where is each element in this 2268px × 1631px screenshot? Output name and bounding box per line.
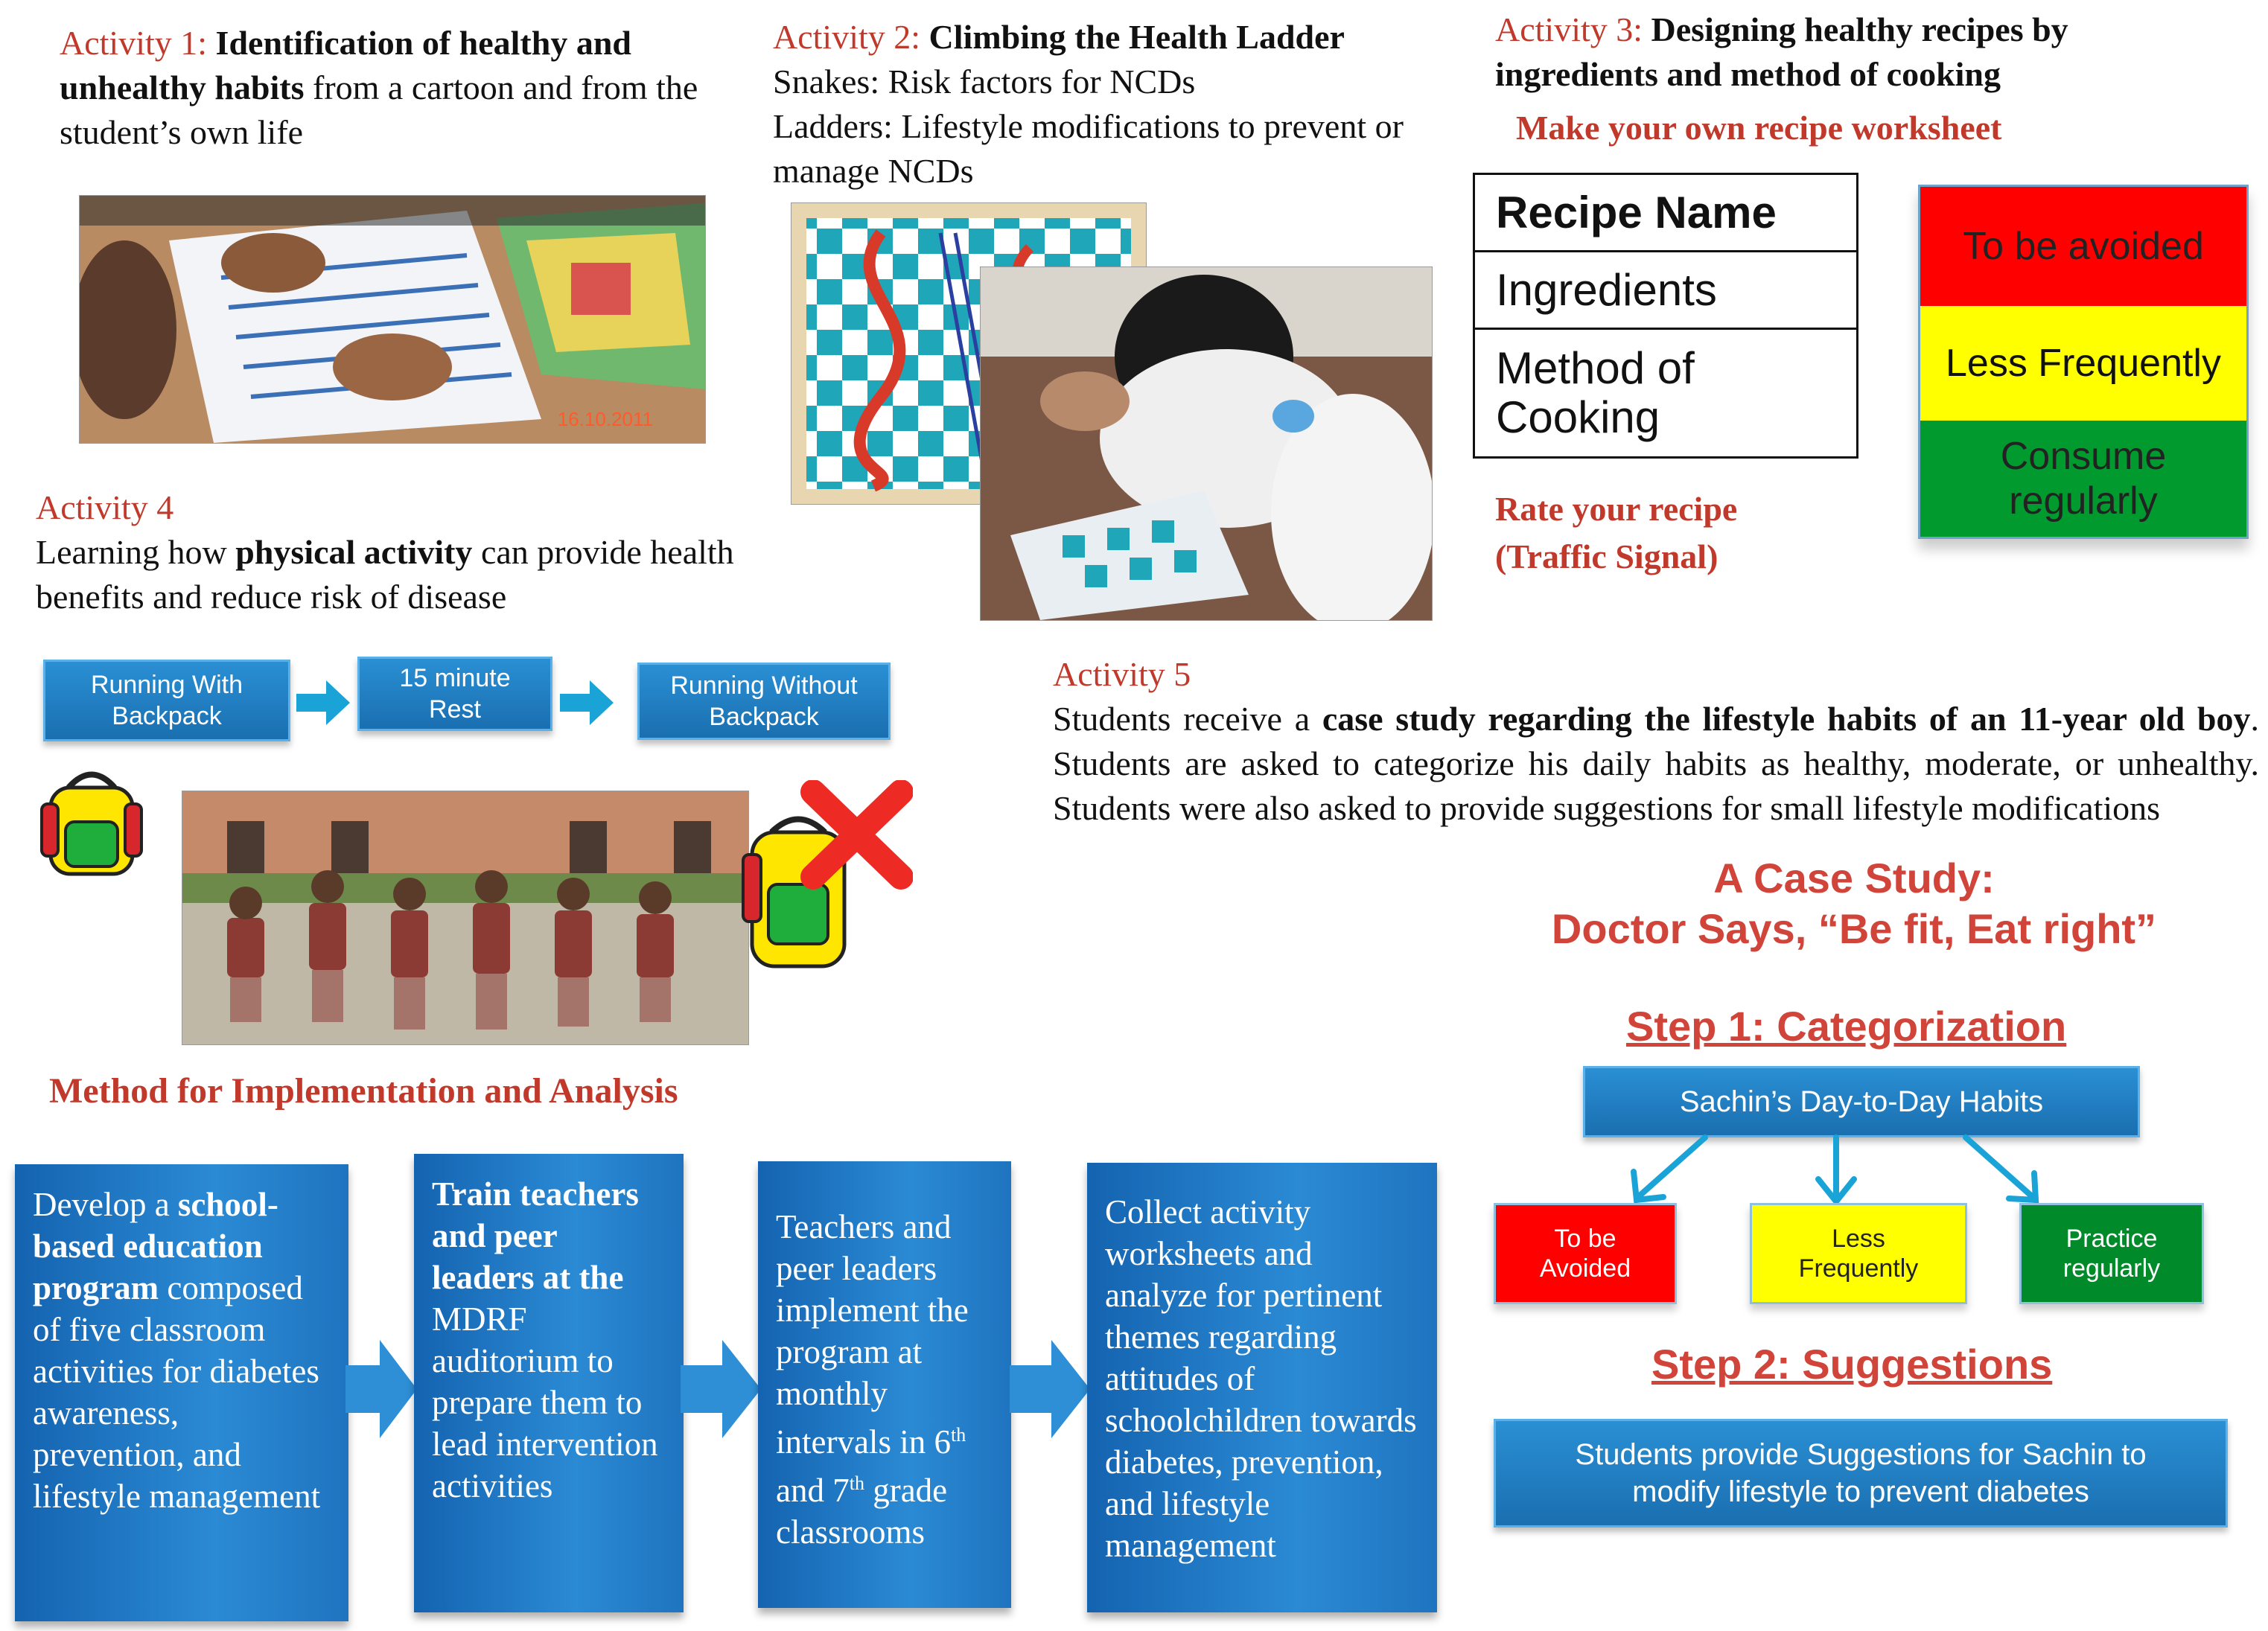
- activity5-bold: case study regarding the lifestyle habits of an 11-year old boy: [1322, 700, 2251, 738]
- rate-line1: Rate your recipe: [1495, 490, 1738, 528]
- case-study-title: [1415, 853, 2268, 954]
- children-playing-photo: [980, 266, 1433, 621]
- flow-box-1: [15, 1164, 348, 1621]
- suggestions-box: Students provide Suggestions for Sachin to modify lifestyle to prevent diabetes: [1494, 1419, 2228, 1528]
- activity1-label: Activity 1:: [60, 24, 208, 62]
- rest-box: 15 minute Rest: [357, 657, 552, 731]
- activity3-label: Activity 3:: [1495, 10, 1643, 48]
- activity2-text: [773, 15, 1443, 194]
- flow-arrow-icon: [681, 1340, 761, 1438]
- flow-box-2-b: MDRF auditorium to prepare them to lead intervention activities: [432, 1300, 658, 1504]
- activity4-label: Activity 4: [36, 488, 174, 526]
- traffic-signal-rating: [1918, 185, 2249, 539]
- activity1-rest: from a cartoon and from the student’s own life: [60, 68, 698, 151]
- flow-box-2-a: Train teachers and peer leaders at the: [432, 1175, 639, 1296]
- step1-heading: Step 1: Categorization: [1626, 1003, 2067, 1050]
- traffic-green-regular: Consume regularly: [1920, 421, 2246, 537]
- sachin-habits-box: Sachin’s Day-to-Day Habits: [1583, 1066, 2140, 1137]
- category-to-be-avoided: To be Avoided: [1494, 1203, 1677, 1304]
- flow-box-3-sup1: th: [950, 1424, 966, 1446]
- flow-box-3: [758, 1161, 1011, 1608]
- method-title: Method for Implementation and Analysis: [49, 1071, 678, 1111]
- arrow-right-icon: [560, 680, 614, 725]
- activity2-ladders: Ladders: Lifestyle modifications to prevent or manage NCDs: [773, 107, 1404, 190]
- arrow-right-icon: [296, 680, 350, 725]
- activity2-label: Activity 2:: [773, 18, 921, 56]
- students-running-photo: [182, 791, 749, 1045]
- activity1-bold: Identification of healthy and unhealthy habits: [60, 24, 631, 106]
- activity5-label: Activity 5: [1053, 655, 1191, 693]
- flow-box-4: [1087, 1163, 1437, 1612]
- traffic-yellow-less: Less Frequently: [1920, 306, 2246, 421]
- flow-box-1-a: Develop a: [33, 1186, 178, 1223]
- photo-date-stamp: 16.10.2011: [557, 408, 653, 430]
- flow-box-2: [414, 1154, 684, 1612]
- backpack-icon: [39, 765, 144, 878]
- running-with-backpack-box: Running With Backpack: [43, 660, 290, 741]
- flow-arrow-icon: [345, 1340, 417, 1438]
- activity4-bold: physical activity: [235, 533, 473, 571]
- rate-line2: (Traffic Signal): [1495, 537, 1718, 575]
- activity5-t3: . Students are asked to categorize his daily habits as healthy, moderate, or unhealthy. Students were also asked to provide suggestions for small lifestyle modifications: [1053, 700, 2259, 827]
- activity4-t1: Learning how: [36, 533, 236, 571]
- students-writing-illustration: [80, 196, 705, 443]
- activity5-text: [1053, 652, 2259, 831]
- flow-arrow-icon: [1010, 1340, 1090, 1438]
- step2-heading: Step 2: Suggestions: [1651, 1341, 2053, 1388]
- activity2-snakes: Snakes: Risk factors for NCDs: [773, 63, 1196, 100]
- flow-box-3-b: and 7: [776, 1472, 850, 1509]
- rate-your-recipe: [1495, 485, 1737, 581]
- backpack-crossed-icon: [742, 780, 913, 975]
- method-of-cooking-row: Method of Cooking: [1496, 343, 1695, 442]
- running-without-backpack-box: Running Without Backpack: [637, 663, 891, 740]
- flow-box-4-text: Collect activity worksheets and analyze for pertinent themes regarding attitudes of schoolchildren towards diabetes, prevention, and lifestyle management: [1105, 1193, 1417, 1564]
- activity2-title: Climbing the Health Ladder: [928, 18, 1345, 56]
- flow-box-1-c: composed of five classroom activities for diabetes awareness, prevention, and lifestyle management: [33, 1269, 321, 1515]
- case-study-line1: A Case Study:: [1713, 855, 1995, 901]
- activity1-text: [60, 21, 730, 155]
- activity3-title: Designing healthy recipes by ingredients and method of cooking: [1495, 10, 2068, 93]
- category-practice-regularly: Practice regularly: [2019, 1203, 2204, 1304]
- ingredients-row: Ingredients: [1475, 252, 1856, 330]
- recipe-worksheet-heading: Make your own recipe worksheet: [1516, 109, 2002, 147]
- students-running-illustration: [182, 791, 748, 1044]
- flow-box-1-b: school-based education program: [33, 1186, 278, 1306]
- flow-box-3-sup2: th: [849, 1472, 864, 1494]
- traffic-red-avoid: To be avoided: [1920, 187, 2246, 306]
- category-less-frequently: Less Frequently: [1750, 1203, 1967, 1304]
- activity4-text: [36, 485, 825, 619]
- recipe-name-row: Recipe Name: [1475, 175, 1856, 252]
- activity3-text: [1495, 7, 2240, 97]
- flow-box-3-a: Teachers and peer leaders implement the program at monthly intervals in 6: [776, 1208, 969, 1461]
- activity1-photo: [79, 195, 706, 444]
- activity5-t1: Students receive a: [1053, 700, 1322, 738]
- flow-box-3-c: grade classrooms: [776, 1472, 948, 1551]
- children-playing-illustration: [981, 267, 1432, 620]
- category-arrows: [1623, 1133, 2055, 1209]
- recipe-worksheet-table: [1473, 173, 1858, 459]
- activity4-t3: can provide health benefits and reduce risk of disease: [36, 533, 734, 616]
- case-study-line2: Doctor Says, “Be fit, Eat right”: [1551, 905, 2157, 952]
